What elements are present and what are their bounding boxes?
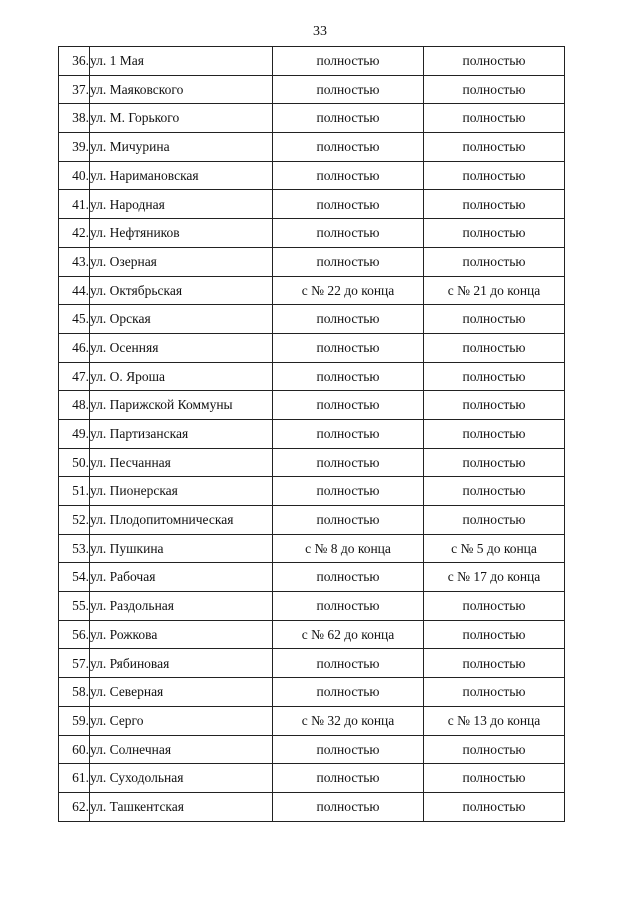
- table-body: [59, 47, 565, 822]
- table-row: [59, 563, 565, 592]
- street-name-cell: ул. Октябрьская: [90, 276, 273, 305]
- table-row: [59, 247, 565, 276]
- range-cell-2: полностью: [424, 333, 565, 362]
- table-row: [59, 333, 565, 362]
- range-cell-1: полностью: [273, 47, 424, 76]
- range-cell-2: с № 21 до конца: [424, 276, 565, 305]
- row-number-cell: 37.: [59, 75, 90, 104]
- range-cell-1: с № 22 до конца: [273, 276, 424, 305]
- table-row: [59, 362, 565, 391]
- row-number-cell: 43.: [59, 247, 90, 276]
- row-number-cell: 60.: [59, 735, 90, 764]
- range-cell-1: полностью: [273, 592, 424, 621]
- row-number-cell: 61.: [59, 764, 90, 793]
- table-row: [59, 592, 565, 621]
- street-name-cell: ул. Наримановская: [90, 161, 273, 190]
- row-number-cell: 62.: [59, 792, 90, 821]
- street-name-cell: ул. 1 Мая: [90, 47, 273, 76]
- range-cell-1: полностью: [273, 391, 424, 420]
- street-name-cell: ул. М. Горького: [90, 104, 273, 133]
- range-cell-2: полностью: [424, 678, 565, 707]
- row-number-cell: 57.: [59, 649, 90, 678]
- range-cell-1: полностью: [273, 190, 424, 219]
- row-number-cell: 50.: [59, 448, 90, 477]
- streets-table: [58, 46, 565, 822]
- range-cell-1: полностью: [273, 161, 424, 190]
- table-row: [59, 649, 565, 678]
- street-name-cell: ул. Рожкова: [90, 620, 273, 649]
- street-name-cell: ул. Осенняя: [90, 333, 273, 362]
- range-cell-2: с № 17 до конца: [424, 563, 565, 592]
- street-name-cell: ул. Народная: [90, 190, 273, 219]
- row-number-cell: 53.: [59, 534, 90, 563]
- table-row: [59, 792, 565, 821]
- range-cell-1: полностью: [273, 305, 424, 334]
- range-cell-1: полностью: [273, 75, 424, 104]
- range-cell-1: полностью: [273, 219, 424, 248]
- range-cell-2: полностью: [424, 620, 565, 649]
- street-name-cell: ул. Ташкентская: [90, 792, 273, 821]
- range-cell-1: полностью: [273, 792, 424, 821]
- table-row: [59, 305, 565, 334]
- row-number-cell: 49.: [59, 419, 90, 448]
- street-name-cell: ул. Суходольная: [90, 764, 273, 793]
- table-row: [59, 133, 565, 162]
- table-row: [59, 477, 565, 506]
- table-row: [59, 219, 565, 248]
- row-number-cell: 42.: [59, 219, 90, 248]
- range-cell-2: полностью: [424, 792, 565, 821]
- row-number-cell: 54.: [59, 563, 90, 592]
- table-row: [59, 620, 565, 649]
- range-cell-2: полностью: [424, 448, 565, 477]
- range-cell-1: полностью: [273, 333, 424, 362]
- range-cell-1: с № 8 до конца: [273, 534, 424, 563]
- table-row: [59, 506, 565, 535]
- row-number-cell: 39.: [59, 133, 90, 162]
- street-name-cell: ул. Мичурина: [90, 133, 273, 162]
- street-name-cell: ул. Рабочая: [90, 563, 273, 592]
- range-cell-2: полностью: [424, 219, 565, 248]
- street-name-cell: ул. Рябиновая: [90, 649, 273, 678]
- range-cell-2: полностью: [424, 391, 565, 420]
- page-number: 33: [313, 24, 327, 39]
- range-cell-1: полностью: [273, 247, 424, 276]
- range-cell-2: полностью: [424, 305, 565, 334]
- range-cell-1: полностью: [273, 362, 424, 391]
- street-name-cell: ул. Плодопитомническая: [90, 506, 273, 535]
- range-cell-1: полностью: [273, 506, 424, 535]
- range-cell-1: с № 62 до конца: [273, 620, 424, 649]
- range-cell-1: полностью: [273, 678, 424, 707]
- row-number-cell: 59.: [59, 706, 90, 735]
- range-cell-2: полностью: [424, 764, 565, 793]
- street-name-cell: ул. Парижской Коммуны: [90, 391, 273, 420]
- range-cell-2: полностью: [424, 247, 565, 276]
- range-cell-1: полностью: [273, 419, 424, 448]
- street-name-cell: ул. Партизанская: [90, 419, 273, 448]
- street-name-cell: ул. Орская: [90, 305, 273, 334]
- range-cell-1: полностью: [273, 764, 424, 793]
- table-row: [59, 391, 565, 420]
- street-name-cell: ул. Пионерская: [90, 477, 273, 506]
- table-row: [59, 276, 565, 305]
- range-cell-1: полностью: [273, 563, 424, 592]
- street-name-cell: ул. Песчанная: [90, 448, 273, 477]
- row-number-cell: 55.: [59, 592, 90, 621]
- row-number-cell: 56.: [59, 620, 90, 649]
- row-number-cell: 51.: [59, 477, 90, 506]
- table-row: [59, 735, 565, 764]
- range-cell-2: с № 13 до конца: [424, 706, 565, 735]
- row-number-cell: 52.: [59, 506, 90, 535]
- row-number-cell: 47.: [59, 362, 90, 391]
- street-name-cell: ул. Северная: [90, 678, 273, 707]
- table-row: [59, 534, 565, 563]
- street-name-cell: ул. О. Яроша: [90, 362, 273, 391]
- row-number-cell: 41.: [59, 190, 90, 219]
- row-number-cell: 40.: [59, 161, 90, 190]
- table-row: [59, 764, 565, 793]
- street-name-cell: ул. Серго: [90, 706, 273, 735]
- range-cell-2: полностью: [424, 161, 565, 190]
- row-number-cell: 36.: [59, 47, 90, 76]
- range-cell-2: полностью: [424, 735, 565, 764]
- table-row: [59, 419, 565, 448]
- range-cell-2: полностью: [424, 133, 565, 162]
- range-cell-2: полностью: [424, 592, 565, 621]
- range-cell-1: полностью: [273, 649, 424, 678]
- range-cell-1: полностью: [273, 104, 424, 133]
- range-cell-2: полностью: [424, 190, 565, 219]
- range-cell-1: полностью: [273, 477, 424, 506]
- table-row: [59, 75, 565, 104]
- range-cell-2: полностью: [424, 75, 565, 104]
- row-number-cell: 44.: [59, 276, 90, 305]
- table-row: [59, 706, 565, 735]
- table-row: [59, 161, 565, 190]
- street-name-cell: ул. Нефтяников: [90, 219, 273, 248]
- range-cell-2: полностью: [424, 649, 565, 678]
- row-number-cell: 46.: [59, 333, 90, 362]
- range-cell-1: с № 32 до конца: [273, 706, 424, 735]
- range-cell-1: полностью: [273, 448, 424, 477]
- range-cell-2: полностью: [424, 47, 565, 76]
- range-cell-2: полностью: [424, 104, 565, 133]
- street-name-cell: ул. Солнечная: [90, 735, 273, 764]
- range-cell-2: полностью: [424, 362, 565, 391]
- range-cell-2: с № 5 до конца: [424, 534, 565, 563]
- range-cell-1: полностью: [273, 133, 424, 162]
- street-name-cell: ул. Пушкина: [90, 534, 273, 563]
- row-number-cell: 58.: [59, 678, 90, 707]
- table-row: [59, 678, 565, 707]
- range-cell-1: полностью: [273, 735, 424, 764]
- range-cell-2: полностью: [424, 419, 565, 448]
- range-cell-2: полностью: [424, 506, 565, 535]
- street-name-cell: ул. Маяковского: [90, 75, 273, 104]
- row-number-cell: 45.: [59, 305, 90, 334]
- row-number-cell: 38.: [59, 104, 90, 133]
- street-name-cell: ул. Раздольная: [90, 592, 273, 621]
- table-row: [59, 47, 565, 76]
- street-name-cell: ул. Озерная: [90, 247, 273, 276]
- table-row: [59, 104, 565, 133]
- table-row: [59, 448, 565, 477]
- row-number-cell: 48.: [59, 391, 90, 420]
- table-row: [59, 190, 565, 219]
- range-cell-2: полностью: [424, 477, 565, 506]
